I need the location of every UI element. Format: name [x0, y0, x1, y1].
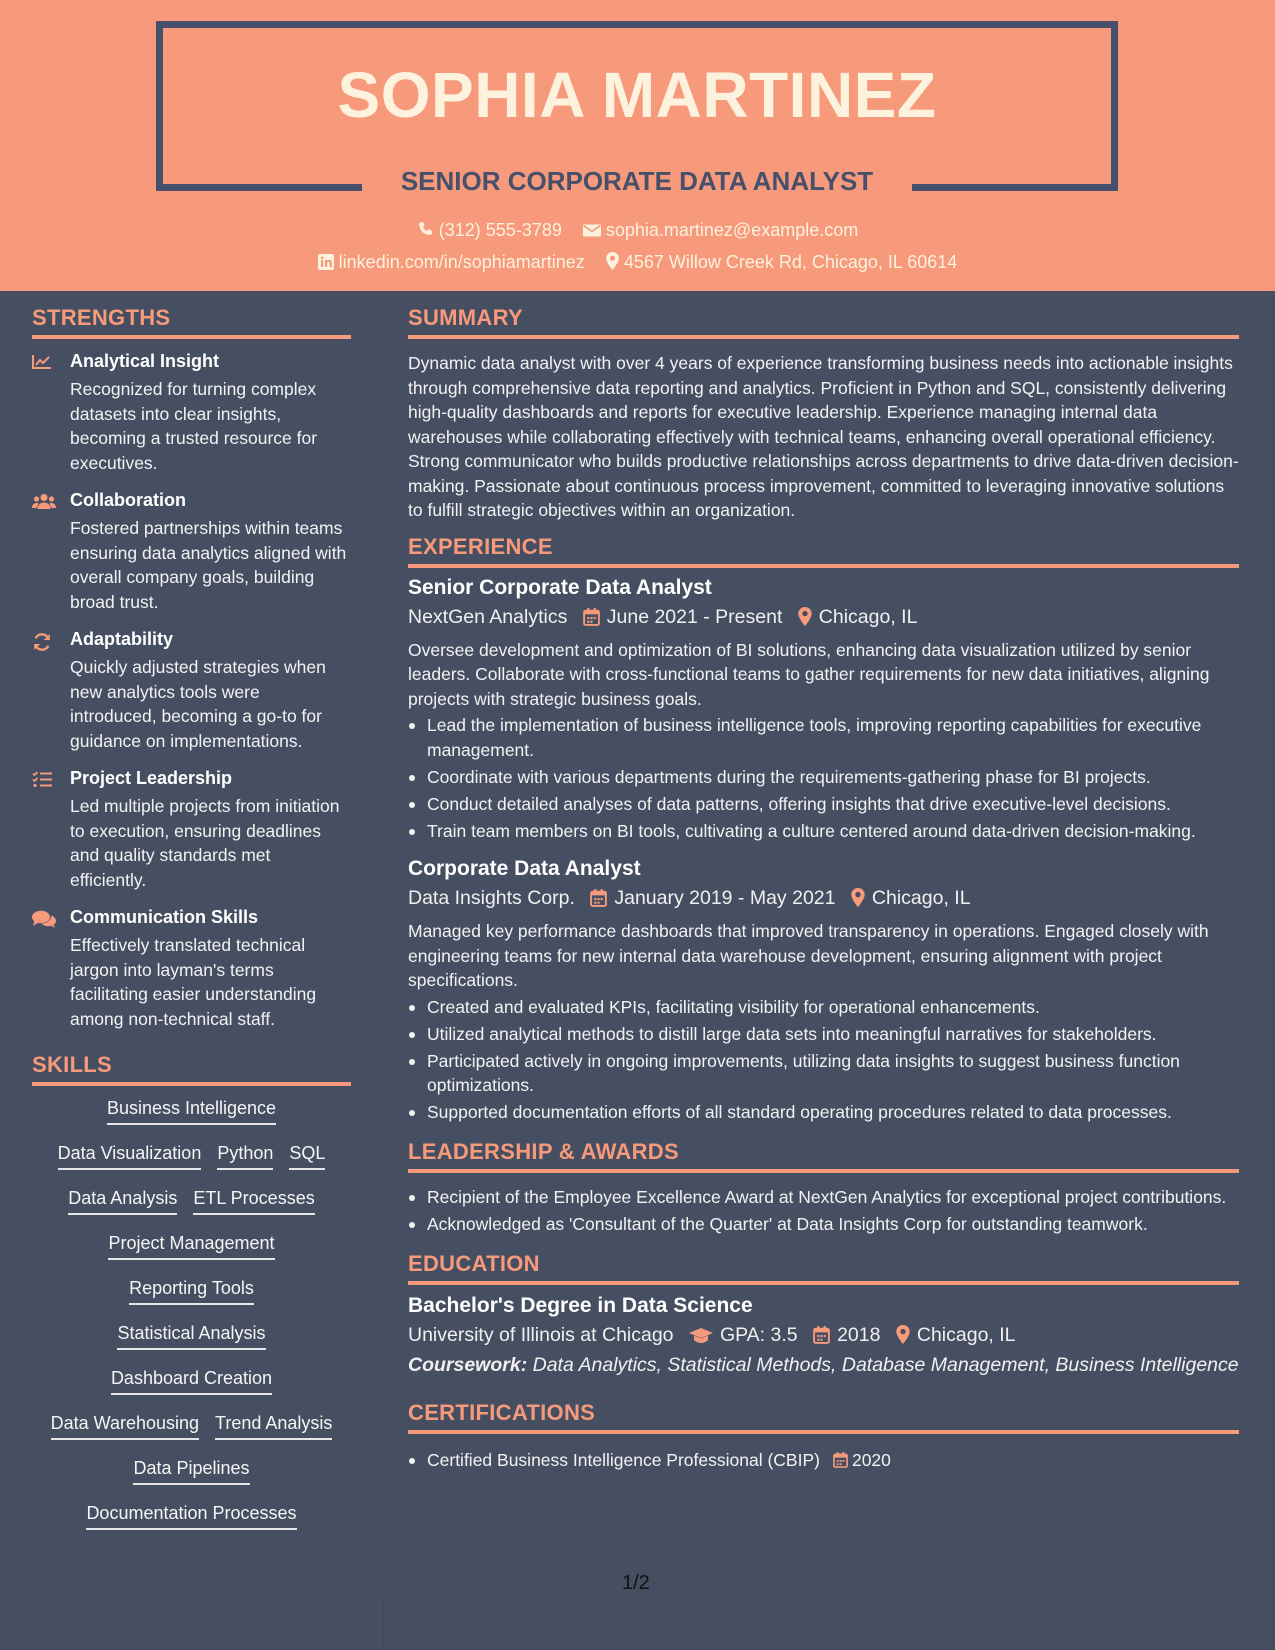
experience-title: EXPERIENCE	[408, 534, 1239, 568]
linkedin-text: linkedin.com/in/sophiamartinez	[338, 252, 585, 272]
skill-tag: Data Pipelines	[133, 1458, 249, 1485]
coursework-label: Coursework:	[408, 1354, 528, 1376]
job-role: SENIOR CORPORATE DATA ANALYST	[400, 166, 874, 196]
skill-tag: Data Analysis	[68, 1188, 177, 1215]
skill-tag: Trend Analysis	[215, 1413, 332, 1440]
award-item: Acknowledged as 'Consultant of the Quarter' at Data Insights Corp for outstanding teamwork.	[408, 1212, 1239, 1237]
map-pin-icon	[798, 607, 812, 626]
strength-item	[32, 351, 351, 475]
job-location: Chicago, IL	[871, 887, 971, 909]
strength-title: Communication Skills	[70, 907, 259, 927]
calendar-icon	[583, 608, 600, 626]
strength-desc: Quickly adjusted strategies when new analytics tools were introduced, becoming a go-to for guidance on implementations.	[70, 657, 326, 751]
strength-title: Collaboration	[70, 490, 186, 510]
address-text: 4567 Willow Creek Rd, Chicago, IL 60614	[623, 252, 958, 272]
strength-title: Analytical Insight	[70, 351, 220, 371]
bullet-item: Lead the implementation of business intelligence tools, improving reporting capabilities for executive management.	[408, 713, 1239, 762]
sidebar	[32, 305, 351, 1548]
job-entry	[408, 857, 1239, 1125]
job-bullets	[408, 995, 1239, 1125]
skill-tag: Statistical Analysis	[117, 1323, 265, 1350]
comments-icon	[32, 910, 56, 928]
page-number: 1/2	[622, 1572, 650, 1594]
skill-tag: Documentation Processes	[86, 1503, 296, 1530]
job-meta	[408, 606, 1239, 629]
certification-item	[408, 1448, 1239, 1473]
skill-tag: ETL Processes	[193, 1188, 314, 1215]
main-content	[408, 305, 1239, 1475]
email[interactable]	[583, 220, 858, 241]
calendar-icon	[833, 1452, 848, 1468]
strength-desc: Recognized for turning complex datasets into clear insights, becoming a trusted resource for executives.	[70, 379, 318, 473]
bullet-item: Coordinate with various departments during the requirements-gathering phase for BI projects.	[408, 765, 1239, 790]
certifications-list	[408, 1448, 1239, 1473]
skill-tag: Python	[217, 1143, 273, 1170]
company: Data Insights Corp.	[408, 887, 575, 909]
degree: Bachelor's Degree in Data Science	[408, 1294, 753, 1317]
strength-desc: Effectively translated technical jargon into layman's terms facilitating easier understanding among non-technical staff.	[70, 935, 317, 1029]
bullet-item: Created and evaluated KPIs, facilitating visibility for operational enhancements.	[408, 995, 1239, 1020]
certifications-title: CERTIFICATIONS	[408, 1400, 1239, 1434]
job-meta	[408, 887, 1239, 910]
envelope-icon	[583, 223, 601, 238]
strength-item	[32, 768, 351, 892]
job-description: Managed key performance dashboards that improved transparency in operations. Engaged closely with engineering teams for new internal data warehouse development, ensuring alignment with project specifications.	[408, 921, 1209, 990]
map-pin-icon	[851, 888, 865, 907]
award-item: Recipient of the Employee Excellence Award at NextGen Analytics for exceptional project contributions.	[408, 1185, 1239, 1210]
skills-list	[32, 1098, 351, 1548]
job-entry	[408, 576, 1239, 844]
summary-text: Dynamic data analyst with over 4 years of experience transforming business needs into actionable insights through comprehensive data reporting and analytics. Proficient in Python and SQL, consistently delivering high-quality dashboards and reports for executive leadership. Experience managing internal data warehouses while collaborating effectively with technical teams, enhancing overall operational efficiency. Strong communicator who builds productive relationships across departments to drive data-driven decision-making. Passionate about continuous process improvement, committed to leveraging innovative solutions to fulfill strategic objectives within an organization.	[408, 353, 1239, 520]
awards-list	[408, 1185, 1239, 1237]
skill-tag: Business Intelligence	[107, 1098, 276, 1125]
gpa: GPA: 3.5	[719, 1324, 798, 1346]
job-title: Senior Corporate Data Analyst	[408, 575, 712, 599]
refresh-icon	[32, 632, 52, 652]
graduation-year: 2018	[837, 1324, 881, 1346]
school: University of Illinois at Chicago	[408, 1324, 674, 1346]
education-meta	[408, 1324, 1239, 1347]
coursework	[408, 1353, 1239, 1378]
map-pin-icon	[896, 1325, 910, 1344]
job-location: Chicago, IL	[818, 605, 918, 628]
bullet-item: Supported documentation efforts of all standard operating procedures related to data processes.	[408, 1100, 1239, 1125]
linkedin[interactable]	[318, 252, 585, 273]
strength-title: Adaptability	[70, 629, 174, 649]
calendar-icon	[590, 889, 607, 907]
phone	[417, 220, 562, 241]
skill-tag: Project Management	[108, 1233, 274, 1260]
task-list-icon	[32, 771, 52, 788]
strength-title: Project Leadership	[70, 768, 233, 788]
skill-tag: SQL	[289, 1143, 325, 1170]
strength-item	[32, 629, 351, 753]
coursework-list: Data Analytics, Statistical Methods, Database Management, Business Intelligence	[532, 1354, 1239, 1376]
address	[606, 252, 958, 273]
certification-year: 2020	[851, 1450, 891, 1470]
job-dates: June 2021 - Present	[606, 605, 783, 628]
job-description: Oversee development and optimization of BI solutions, enhancing data visualization utilized by senior leaders. Collaborate with cross-functional teams to gather requirements for new data initiatives, aligning projects with strategic business goals.	[408, 639, 1210, 709]
candidate-name: SOPHIA MARTINEZ	[337, 59, 937, 131]
skill-tag: Dashboard Creation	[111, 1368, 272, 1395]
strength-desc: Led multiple projects from initiation to execution, ensuring deadlines and quality standards met efficiently.	[70, 796, 340, 890]
users-icon	[32, 493, 56, 510]
phone-text: (312) 555-3789	[438, 220, 562, 240]
skill-tag: Data Visualization	[58, 1143, 202, 1170]
email-text: sophia.martinez@example.com	[605, 220, 859, 240]
graduation-cap-icon	[689, 1327, 713, 1344]
phone-icon	[417, 221, 434, 238]
contact-row-2	[0, 252, 1275, 273]
school-location: Chicago, IL	[916, 1324, 1016, 1346]
company: NextGen Analytics	[408, 605, 568, 628]
awards-title: LEADERSHIP & AWARDS	[408, 1139, 1239, 1173]
skill-tag: Reporting Tools	[129, 1278, 254, 1305]
strength-desc: Fostered partnerships within teams ensuring data analytics aligned with overall company goals, building broad trust.	[70, 518, 347, 612]
strength-item	[32, 490, 351, 614]
skills-title: SKILLS	[32, 1052, 351, 1086]
job-bullets	[408, 713, 1239, 843]
bullet-item: Conduct detailed analyses of data patterns, offering insights that drive executive-level decisions.	[408, 792, 1239, 817]
job-dates: January 2019 - May 2021	[614, 887, 836, 909]
map-pin-icon	[606, 252, 619, 270]
header	[0, 0, 1275, 291]
linkedin-icon	[318, 254, 334, 270]
contact-row-1	[0, 220, 1275, 241]
chart-line-icon	[32, 354, 52, 370]
bullet-item: Train team members on BI tools, cultivating a culture centered around data-driven decision-making.	[408, 819, 1239, 844]
strength-item	[32, 907, 351, 1031]
education-title: EDUCATION	[408, 1251, 1239, 1285]
summary-title: SUMMARY	[408, 305, 1239, 339]
strengths-title: STRENGTHS	[32, 305, 351, 339]
bullet-item: Participated actively in ongoing improvements, utilizing data insights to suggest business function optimizations.	[408, 1049, 1239, 1098]
skill-tag: Data Warehousing	[51, 1413, 199, 1440]
certification-name: Certified Business Intelligence Professional (CBIP)	[427, 1450, 820, 1470]
calendar-icon	[813, 1326, 830, 1344]
job-title: Corporate Data Analyst	[408, 857, 641, 880]
bullet-item: Utilized analytical methods to distill large data sets into meaningful narratives for stakeholders.	[408, 1022, 1239, 1047]
